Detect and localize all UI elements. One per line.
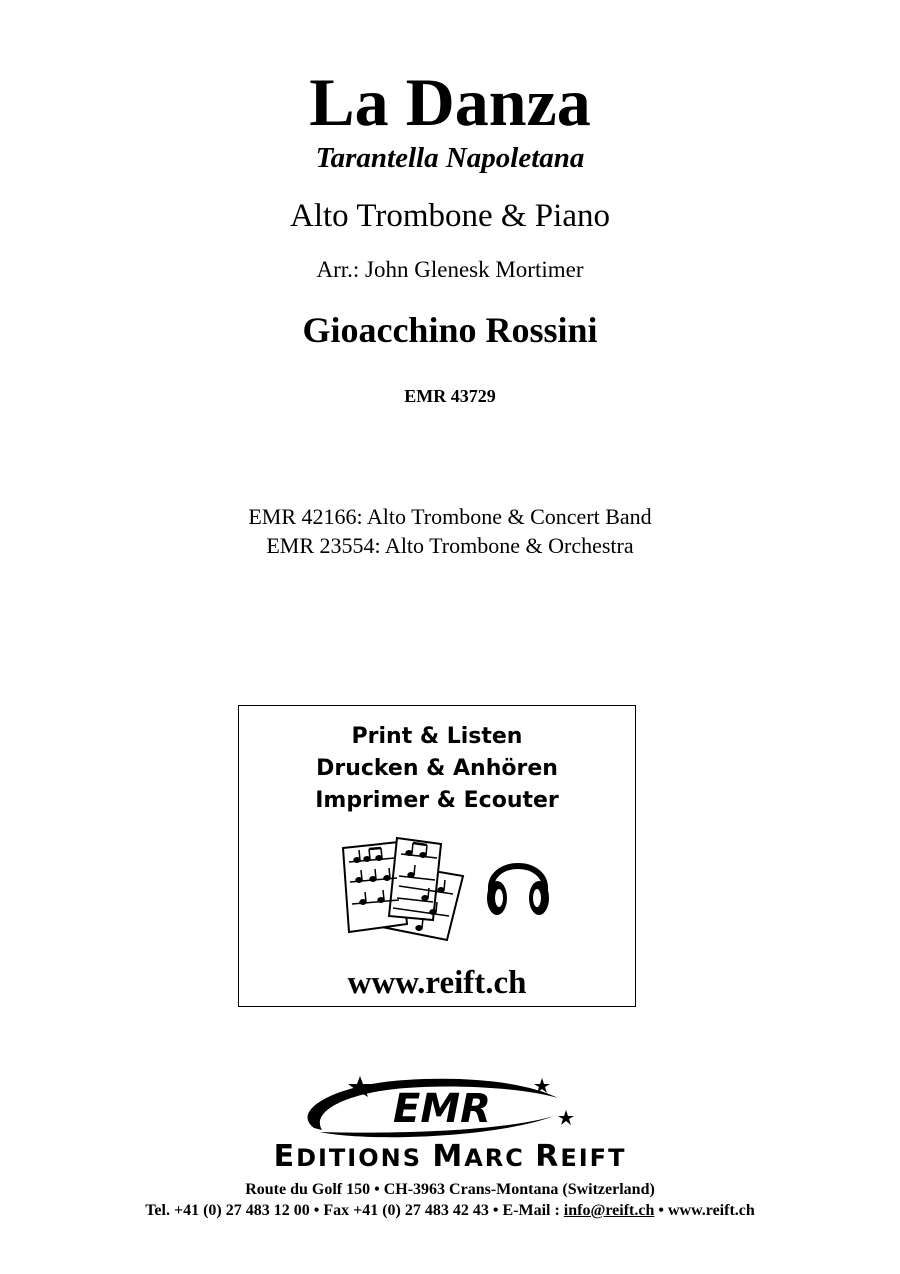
subtitle: Tarantella Napoletana bbox=[315, 142, 585, 174]
contact-website: • www.reift.ch bbox=[654, 1202, 755, 1219]
promo-line-de: Drucken & Anhören bbox=[316, 756, 558, 781]
emr-logo bbox=[296, 1072, 586, 1140]
publisher-contact bbox=[0, 1201, 900, 1221]
print-listen-box bbox=[238, 705, 636, 1007]
composer: Gioacchino Rossini bbox=[302, 310, 598, 350]
email-link[interactable]: info@reift.ch bbox=[563, 1202, 655, 1219]
contact-phone-fax: Tel. +41 (0) 27 483 12 00 • Fax +41 (0) 27 483 42 43 • E-Mail : bbox=[145, 1202, 564, 1219]
title: La Danza bbox=[309, 64, 591, 140]
instrumentation: Alto Trombone & Piano bbox=[290, 198, 610, 234]
version-item: EMR 23554: Alto Trombone & Orchestra bbox=[266, 533, 634, 558]
publisher-name: EDITIONS MARC REIFT bbox=[273, 1139, 627, 1174]
other-versions bbox=[0, 502, 900, 560]
emr-logo-text: EMR bbox=[393, 1086, 491, 1132]
headphones-icon bbox=[483, 844, 553, 924]
publisher-address: Route du Golf 150 • CH-3963 Crans-Montana (Switzerland) bbox=[245, 1181, 655, 1198]
website-link[interactable]: www.reift.ch bbox=[347, 965, 527, 1001]
catalog-number: EMR 43729 bbox=[404, 386, 496, 406]
version-item: EMR 42166: Alto Trombone & Concert Band bbox=[248, 504, 652, 529]
promo-line-en: Print & Listen bbox=[351, 724, 523, 749]
promo-line-fr: Imprimer & Ecouter bbox=[315, 788, 559, 813]
arranger: Arr.: John Glenesk Mortimer bbox=[316, 257, 584, 282]
sheet-music-icon bbox=[337, 836, 467, 946]
